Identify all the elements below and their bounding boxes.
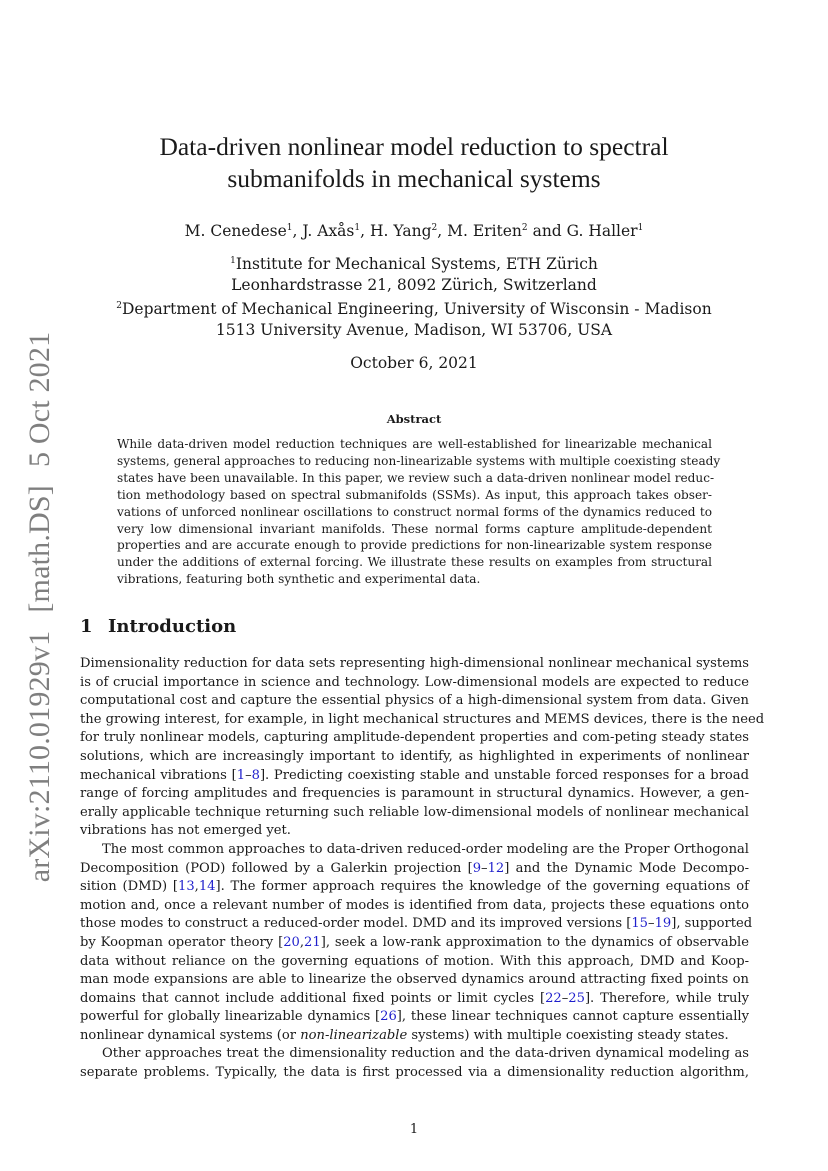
text-line: computational cost and capture the essential physics of a high-dimensional system from data. Given [80,693,749,709]
citation-link[interactable]: 25 [568,990,585,1006]
text-line [80,990,749,1009]
title-line-2: submanifolds in mechanical systems [227,164,601,193]
text-line: separate problems. Typically, the data is first processed via a dimensionality reduction algorithm, [80,1064,749,1080]
text-line: is of crucial importance in science and technology. Low-dimensional models are expected to reduce [80,674,749,690]
text-span: ], seek a low-rank approximation to the dynamics of observable [320,934,749,950]
page-number: 1 [409,1122,419,1137]
arxiv-id: arXiv:2110.01929v1 [23,630,56,883]
section-title: Introduction [108,616,237,637]
abstract-line: systems, general approaches to reducing non-linearizable systems with multiple coexisting steady [117,453,721,468]
text-line: Other approaches treat the dimensionality reduction and the data-driven dynamical modeling as [102,1046,749,1061]
text-span: ], these linear techniques cannot capture essentially [396,1009,750,1025]
text-span: those modes to construct a reduced-order model. DMD and its improved versions [ [80,916,632,932]
text-span: Decomposition (POD) followed by a Galerkin projection [ [80,860,473,876]
abstract-line: While data-driven model reduction techniques are well-established for linearizable mechanical [117,437,712,451]
text-line: for truly nonlinear models, capturing amplitude-dependent properties and com-peting steady states [80,730,749,746]
arxiv-date: 5 Oct 2021 [23,331,56,468]
section-heading-introduction [80,615,236,639]
text-line: vibrations has not emerged yet. [80,823,291,839]
abstract-line: tion methodology based on spectral submanifolds (SSMs). As input, this approach takes obser- [117,487,712,502]
affiliation-mark: 1 [230,256,236,266]
citation-link[interactable]: 14 [198,879,216,895]
text-line [80,1027,749,1046]
text-span: domains that cannot include additional fixed points or limit cycles [ [80,990,546,1006]
abstract-line: properties and are accurate enough to provide predictions for non-linearizable system response [117,538,712,553]
text-span: ] and the Dynamic Mode Decompo- [504,860,750,876]
author-affiliation-mark: 2 [521,223,528,233]
text-span: – [481,860,488,876]
citation-link[interactable]: 12 [487,860,505,876]
text-span: – [561,990,569,1006]
citation-link[interactable]: 15 [631,916,649,932]
text-span: – [648,916,655,932]
text-span: mechanical vibrations [ [80,767,237,783]
citation-link[interactable]: 8 [251,767,260,783]
text-span: ]. The former approach requires the knowledge of the governing equations of [215,879,749,895]
author-name: , M. Eriten [437,222,522,240]
citation-link[interactable]: 22 [545,990,562,1006]
author-name: , H. Yang [360,222,432,240]
text-line: motion and, once a relevant number of modes is identified from data, projects these equations onto [80,897,749,913]
intro-paragraph-3 [80,1045,749,1082]
text-span: powerful for globally linearizable dynamics [ [80,1009,381,1025]
intro-paragraph-1 [80,655,765,841]
affiliation-line [80,299,748,320]
affiliation-mark: 2 [116,301,122,311]
text-span: nonlinear dynamical systems (or [80,1027,301,1043]
title-line-1: Data-driven nonlinear model reduction to spectral [159,132,669,161]
text-span: sition (DMD) [ [80,879,178,895]
text-span: – [245,767,252,783]
abstract-line: very low dimensional invariant manifolds. These normal forms capture amplitude-dependent [117,521,712,536]
affiliation-institute: Department of Mechanical Engineering, University of Wisconsin - Madison [122,300,712,318]
author-name: and G. Haller [527,222,638,240]
citation-link[interactable]: 21 [304,934,321,950]
text-line: solutions, which are increasingly important to identify, as highlighted in experiments of nonlinear [80,748,749,764]
text-span: by Koopman operator theory [ [80,934,284,950]
affiliation-wisconsin [80,299,748,341]
text-line: man mode expansions are able to linearize the observed dynamics around attracting fixed points on [80,972,749,988]
affiliation-address: Leonhardstrasse 21, 8092 Zürich, Switzerland [231,276,597,294]
text-span: , [194,879,199,895]
text-line [80,1008,749,1027]
text-line [80,878,749,897]
text-span: ]. Predicting coexisting stable and unstable forced responses for a broad [259,767,750,783]
citation-link[interactable]: 20 [283,934,300,950]
section-number: 1 [80,616,93,637]
text-span: ]. Therefore, while truly [584,990,749,1006]
text-line [80,860,749,879]
affiliation-institute: Institute for Mechanical Systems, ETH Zürich [235,255,598,273]
author-affiliation-mark: 1 [354,223,361,233]
author-affiliation-mark: 1 [286,223,293,233]
text-span: systems) with multiple coexisting steady states. [407,1027,729,1043]
citation-link[interactable]: 9 [472,860,482,876]
author-list [80,220,748,242]
text-line [80,915,753,934]
arxiv-stamp [23,332,57,883]
abstract-line: states have been unavailable. In this paper, we review such a data-driven nonlinear model reduc- [117,470,715,485]
affiliation-line [80,254,748,275]
text-span: ], supported [671,916,753,932]
arxiv-category: [math.DS] [23,485,56,613]
text-line: erally applicable technique returning such reliable low-dimensional models of nonlinear mechanical [80,804,749,820]
citation-link[interactable]: 19 [654,916,672,932]
affiliation-address: 1513 University Avenue, Madison, WI 53706, USA [215,321,613,339]
text-line: Dimensionality reduction for data sets representing high-dimensional nonlinear mechanical systems [80,656,749,671]
citation-link[interactable]: 26 [380,1009,397,1025]
text-line: range of forcing amplitudes and frequencies is paramount in structural dynamics. However, a gen- [80,786,749,802]
author-name: , J. Axås [292,222,355,240]
intro-paragraph-2 [80,841,753,1046]
emphasis-text: non-linearizable [300,1027,408,1043]
citation-link[interactable]: 1 [236,767,246,783]
text-line: The most common approaches to data-driven reduced-order modeling are the Proper Orthogonal [102,842,749,857]
abstract-heading: Abstract [386,412,442,426]
text-span: , [299,934,305,950]
citation-link[interactable]: 13 [177,879,195,895]
text-line [80,767,749,786]
abstract-line: vibrations, featuring both synthetic and experimental data. [117,572,481,587]
abstract-line: under the additions of external forcing. We illustrate these results on examples from structural [117,555,712,570]
affiliation-eth [80,254,748,296]
paper-title [80,131,748,195]
text-line [80,934,749,953]
author-name: M. Cenedese [184,222,287,240]
author-affiliation-mark: 2 [431,223,438,233]
paper-date: October 6, 2021 [350,354,478,372]
author-affiliation-mark: 1 [637,223,644,233]
text-line: the growing interest, for example, in light mechanical structures and MEMS devices, there is the need [80,711,765,727]
abstract-line: vations of unforced nonlinear oscillations to construct normal forms of the dynamics reduced to [117,504,712,519]
abstract-body [117,436,721,588]
text-line: data without reliance on the governing equations of motion. With this approach, DMD and Koop- [80,953,749,969]
